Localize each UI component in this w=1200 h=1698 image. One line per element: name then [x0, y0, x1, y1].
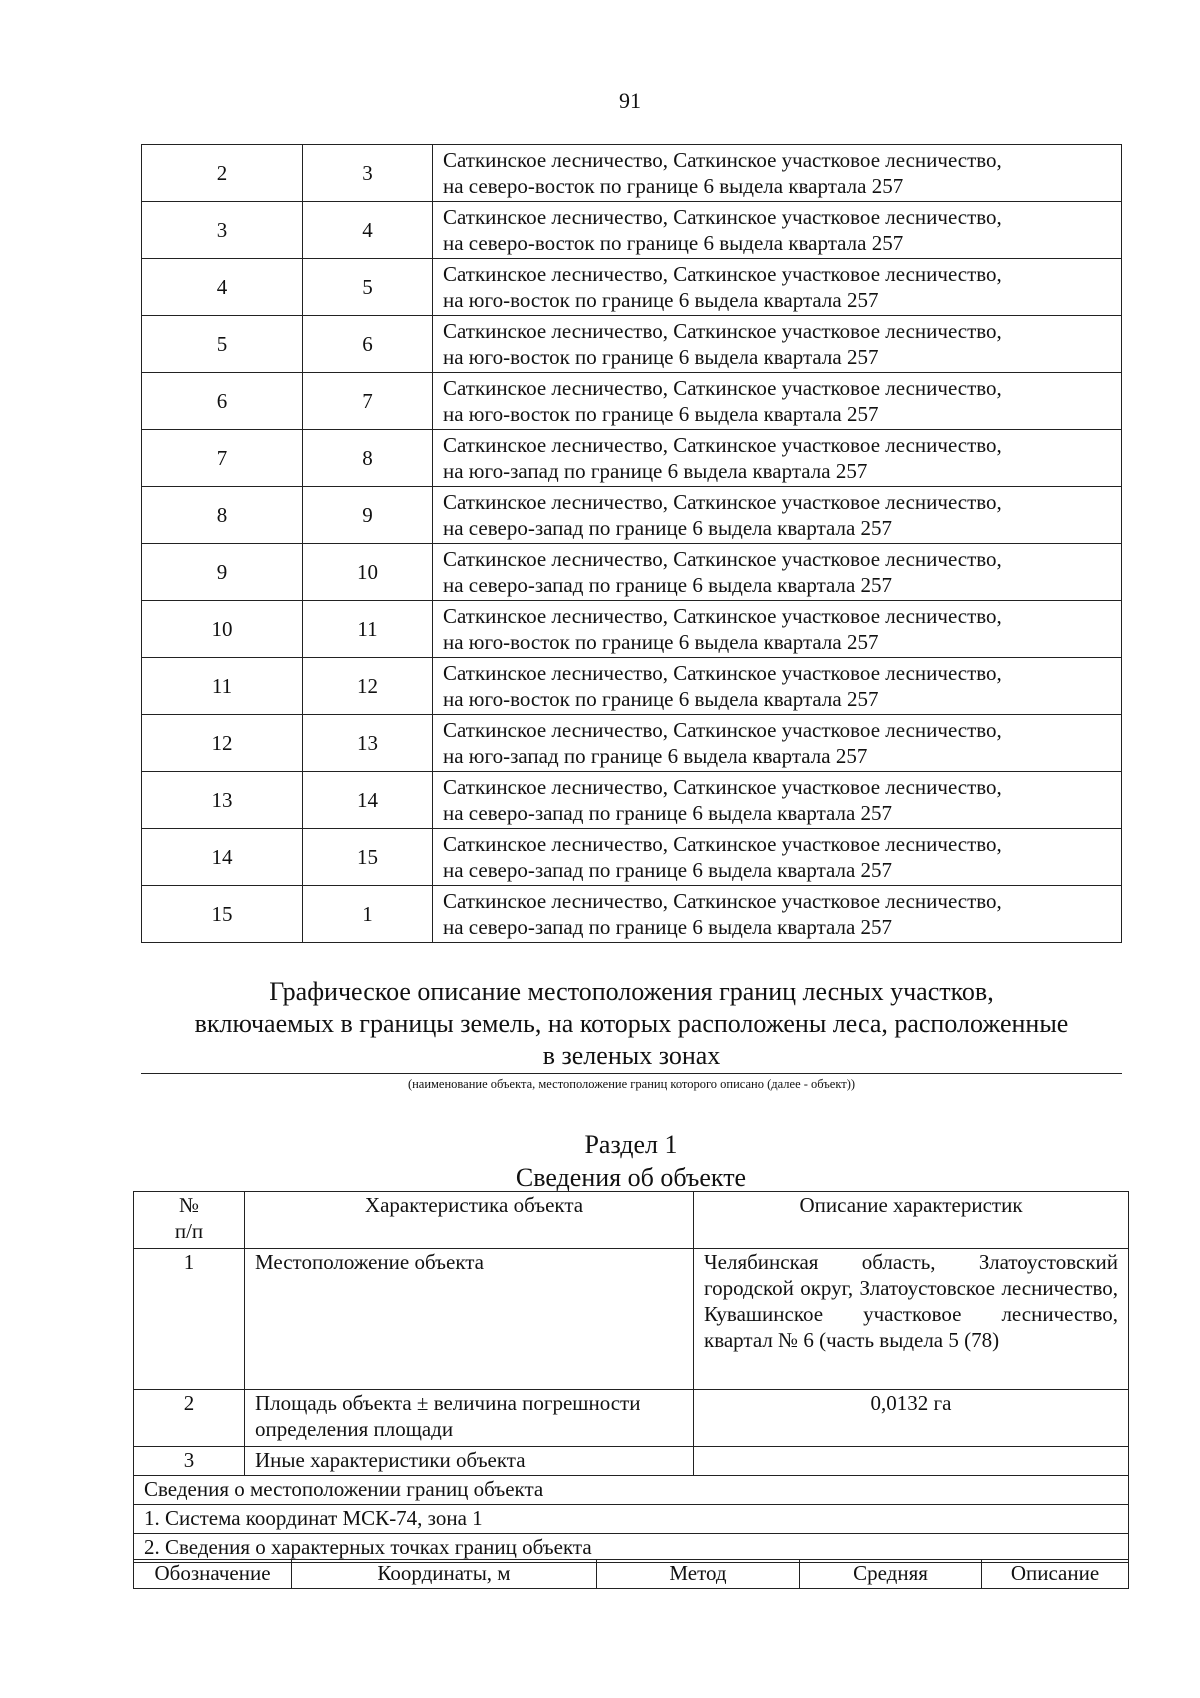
boundary-to-point: 1	[303, 886, 433, 943]
boundary-description-line-2: на северо-восток по границе 6 выдела квартала 257	[443, 231, 904, 255]
boundary-row	[142, 259, 1122, 316]
boundary-to-point: 14	[303, 772, 433, 829]
boundary-to-point: 6	[303, 316, 433, 373]
full-row-cell: 1. Система координат МСК-74, зона 1	[134, 1505, 1129, 1534]
boundary-from-point: 12	[142, 715, 303, 772]
boundary-table-body	[142, 145, 1122, 943]
full-row-coordinate-system	[134, 1505, 1129, 1534]
boundary-description	[433, 430, 1122, 487]
row-number: 2	[134, 1390, 245, 1447]
boundary-description-line-2: на северо-запад по границе 6 выдела квартала 257	[443, 915, 893, 939]
boundary-from-point: 11	[142, 658, 303, 715]
boundary-row	[142, 658, 1122, 715]
coord-header-description: Описание	[982, 1560, 1129, 1589]
section-heading	[141, 976, 1122, 1072]
boundary-to-point: 15	[303, 829, 433, 886]
boundary-row	[142, 772, 1122, 829]
row-description	[694, 1447, 1129, 1476]
boundary-from-point: 6	[142, 373, 303, 430]
boundary-to-point: 5	[303, 259, 433, 316]
section-title-block	[133, 1128, 1129, 1194]
boundary-from-point: 8	[142, 487, 303, 544]
header-number-symbol: №	[178, 1193, 200, 1217]
boundary-description-line-2: на юго-восток по границе 6 выдела квартала 257	[443, 687, 879, 711]
boundary-table	[141, 144, 1122, 943]
full-row-cell: Сведения о местоположении границ объекта	[134, 1476, 1129, 1505]
boundary-description-line-2: на юго-восток по границе 6 выдела квартала 257	[443, 345, 879, 369]
boundary-description	[433, 373, 1122, 430]
heading-line-3: в зеленых зонах	[542, 1041, 721, 1070]
boundary-description	[433, 487, 1122, 544]
coord-header-designation: Обозначение	[134, 1560, 292, 1589]
object-table-header-row	[134, 1192, 1129, 1249]
boundary-row	[142, 202, 1122, 259]
boundary-description-line-1: Саткинское лесничество, Саткинское участковое лесничество,	[443, 376, 1002, 400]
boundary-description	[433, 202, 1122, 259]
boundary-from-point: 15	[142, 886, 303, 943]
section-subtitle: Сведения об объекте	[515, 1163, 747, 1192]
boundary-description-line-2: на юго-восток по границе 6 выдела квартала 257	[443, 402, 879, 426]
page-number: 91	[619, 88, 641, 113]
row-characteristic: Иные характеристики объекта	[245, 1447, 694, 1476]
boundary-description	[433, 316, 1122, 373]
boundary-to-point: 10	[303, 544, 433, 601]
boundary-description-line-2: на северо-запад по границе 6 выдела квартала 257	[443, 801, 893, 825]
boundary-from-point: 2	[142, 145, 303, 202]
boundary-description	[433, 259, 1122, 316]
boundary-from-point: 10	[142, 601, 303, 658]
boundary-description	[433, 544, 1122, 601]
boundary-row	[142, 829, 1122, 886]
boundary-description-line-2: на северо-восток по границе 6 выдела квартала 257	[443, 174, 904, 198]
boundary-from-point: 3	[142, 202, 303, 259]
boundary-from-point: 4	[142, 259, 303, 316]
boundary-row	[142, 601, 1122, 658]
boundary-from-point: 5	[142, 316, 303, 373]
boundary-row	[142, 487, 1122, 544]
boundary-description-line-1: Саткинское лесничество, Саткинское участковое лесничество,	[443, 832, 1002, 856]
boundary-row	[142, 715, 1122, 772]
boundary-description	[433, 715, 1122, 772]
object-row-area	[134, 1390, 1129, 1447]
boundary-description	[433, 145, 1122, 202]
header-number-abbrev: п/п	[174, 1219, 204, 1243]
boundary-description-line-2: на юго-восток по границе 6 выдела квартала 257	[443, 288, 879, 312]
boundary-row	[142, 430, 1122, 487]
boundary-description	[433, 886, 1122, 943]
coord-header-coordinates: Координаты, м	[292, 1560, 597, 1589]
boundary-description	[433, 601, 1122, 658]
boundary-description-line-1: Саткинское лесничество, Саткинское участковое лесничество,	[443, 661, 1002, 685]
boundary-description-line-1: Саткинское лесничество, Саткинское участковое лесничество,	[443, 775, 1002, 799]
boundary-description-line-1: Саткинское лесничество, Саткинское участковое лесничество,	[443, 718, 1002, 742]
boundary-description-line-2: на юго-запад по границе 6 выдела квартала 257	[443, 744, 868, 768]
heading-underline	[141, 1073, 1122, 1074]
boundary-to-point: 13	[303, 715, 433, 772]
boundary-description-line-1: Саткинское лесничество, Саткинское участковое лесничество,	[443, 262, 1002, 286]
boundary-description-line-2: на юго-восток по границе 6 выдела квартала 257	[443, 630, 879, 654]
boundary-to-point: 12	[303, 658, 433, 715]
row-description: 0,0132 га	[694, 1390, 1129, 1447]
boundary-to-point: 4	[303, 202, 433, 259]
boundary-row	[142, 886, 1122, 943]
object-row-other	[134, 1447, 1129, 1476]
boundary-description-line-1: Саткинское лесничество, Саткинское участковое лесничество,	[443, 490, 1002, 514]
boundary-description-line-1: Саткинское лесничество, Саткинское участковое лесничество,	[443, 547, 1002, 571]
boundary-description-line-2: на юго-запад по границе 6 выдела квартала 257	[443, 459, 868, 483]
coordinates-header-row	[134, 1560, 1129, 1589]
boundary-from-point: 14	[142, 829, 303, 886]
header-cell-description: Описание характеристик	[694, 1192, 1129, 1249]
boundary-row	[142, 316, 1122, 373]
boundary-description-line-1: Саткинское лесничество, Саткинское участковое лесничество,	[443, 889, 1002, 913]
row-characteristic: Местоположение объекта	[245, 1249, 694, 1390]
boundary-description-line-1: Саткинское лесничество, Саткинское участковое лесничество,	[443, 604, 1002, 628]
boundary-description-line-1: Саткинское лесничество, Саткинское участковое лесничество,	[443, 433, 1002, 457]
header-cell-number	[134, 1192, 245, 1249]
boundary-row	[142, 373, 1122, 430]
boundary-to-point: 11	[303, 601, 433, 658]
full-row-location-info	[134, 1476, 1129, 1505]
boundary-from-point: 7	[142, 430, 303, 487]
boundary-description	[433, 829, 1122, 886]
row-characteristic: Площадь объекта ± величина погрешности определения площади	[245, 1390, 694, 1447]
header-cell-characteristic: Характеристика объекта	[245, 1192, 694, 1249]
boundary-description-line-1: Саткинское лесничество, Саткинское участковое лесничество,	[443, 148, 1002, 172]
boundary-to-point: 9	[303, 487, 433, 544]
boundary-description	[433, 658, 1122, 715]
row-number: 3	[134, 1447, 245, 1476]
coord-header-average: Средняя	[800, 1560, 982, 1589]
row-number: 1	[134, 1249, 245, 1390]
heading-line-1: Графическое описание местоположения границ лесных участков,	[269, 977, 994, 1006]
boundary-row	[142, 544, 1122, 601]
boundary-to-point: 8	[303, 430, 433, 487]
boundary-to-point: 7	[303, 373, 433, 430]
boundary-description-line-1: Саткинское лесничество, Саткинское участковое лесничество,	[443, 319, 1002, 343]
boundary-description	[433, 772, 1122, 829]
boundary-description-line-2: на северо-запад по границе 6 выдела квартала 257	[443, 573, 893, 597]
boundary-row	[142, 145, 1122, 202]
boundary-description-line-2: на северо-запад по границе 6 выдела квартала 257	[443, 516, 893, 540]
section-title: Раздел 1	[584, 1130, 678, 1159]
boundary-to-point: 3	[303, 145, 433, 202]
object-info-table	[133, 1191, 1129, 1563]
heading-caption: (наименование объекта, местоположение границ которого описано (далее - объект))	[407, 1077, 856, 1091]
coordinates-table	[133, 1559, 1129, 1589]
row-description: Челябинская область, Златоустовский городской округ, Златоустовское лесничество, Кувашинское участковое лесничество, квартал № 6 (часть выдела 5 (78)	[694, 1249, 1129, 1390]
boundary-description-line-2: на северо-запад по границе 6 выдела квартала 257	[443, 858, 893, 882]
boundary-description-line-1: Саткинское лесничество, Саткинское участковое лесничество,	[443, 205, 1002, 229]
object-row-location	[134, 1249, 1129, 1390]
full-row-cell: 2. Сведения о характерных точках границ объекта	[134, 1534, 1129, 1563]
heading-line-2: включаемых в границы земель, на которых расположены леса, расположенные	[194, 1009, 1069, 1038]
boundary-from-point: 9	[142, 544, 303, 601]
boundary-from-point: 13	[142, 772, 303, 829]
coord-header-method: Метод	[597, 1560, 800, 1589]
